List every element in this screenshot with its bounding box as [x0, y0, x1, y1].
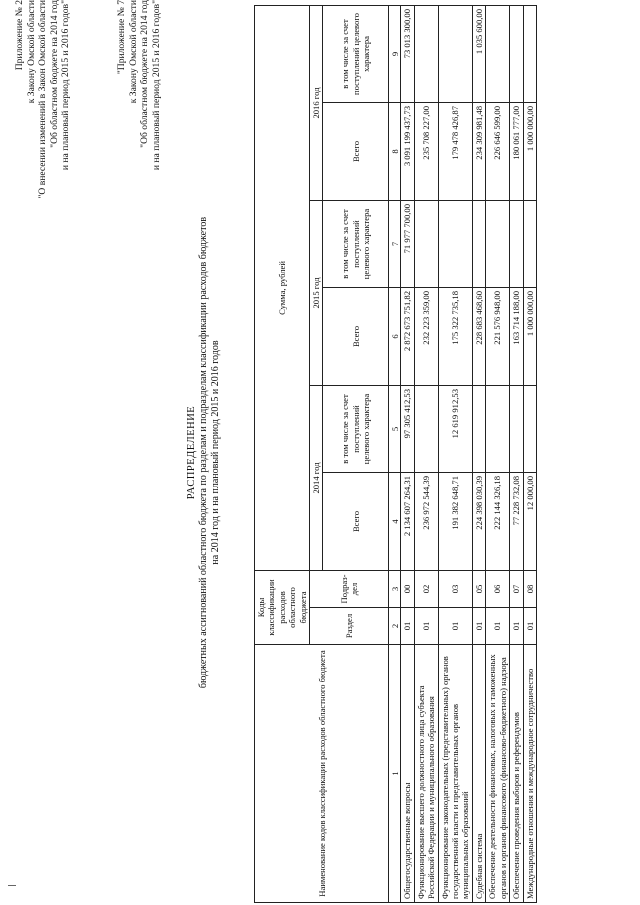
- row-targeted-2015: 71 977 700,00: [401, 201, 414, 288]
- appendix-2-line-2: к Закону Омской области: [25, 0, 37, 104]
- appendix-2-line-5: и на плановый период 2015 и 2016 годов": [60, 0, 72, 171]
- appendix-7-line-3: "Об областном бюджете на 2014 год: [139, 0, 151, 148]
- title-line-2: бюджетных ассигнований областного бюджета по разделам и подразделам классификации расходов бюджетов: [198, 216, 209, 689]
- row-name: Функционирование законодательных (представительных) органов государственной власти и представительных органов муниципальных образований: [438, 645, 472, 903]
- row-targeted-2014: [510, 386, 523, 473]
- appendix-7-header: [116, 0, 162, 420]
- row-targeted-2014: 97 305 412,53: [401, 386, 414, 473]
- header-section: Раздел: [310, 608, 389, 645]
- row-name: Судебная система: [472, 645, 485, 903]
- appendix-7-line-2: к Закону Омской области: [127, 0, 139, 104]
- header-targeted-2015: в том числе за счет поступлений целевого характера: [323, 201, 389, 288]
- header-year-2015: 2015 год: [310, 201, 323, 386]
- table-row: [414, 5, 438, 902]
- row-targeted-2016: [414, 5, 438, 102]
- table-row: [438, 5, 472, 902]
- header-codes: Коды классификации расходов областного бюджета: [255, 571, 310, 645]
- row-subsection: 05: [472, 571, 485, 608]
- header-name: Наименование кодов классификации расходов областного бюджета: [255, 645, 389, 903]
- header-targeted-2016: в том числе за счет поступлений целевого характера: [323, 5, 389, 102]
- row-total-2014: 191 382 648,71: [438, 473, 472, 571]
- row-subsection: 07: [510, 571, 523, 608]
- row-total-2014: 12 000,00: [523, 473, 536, 571]
- row-section: 01: [438, 608, 472, 645]
- row-total-2014: 224 398 030,39: [472, 473, 485, 571]
- row-section: 01: [510, 608, 523, 645]
- row-targeted-2014: [472, 386, 485, 473]
- row-subsection: 06: [486, 571, 510, 608]
- row-total-2015: 2 872 673 751,82: [401, 288, 414, 386]
- appendix-7-line-1: "Приложение № 7: [116, 0, 127, 75]
- row-name: Общегосударственные вопросы: [401, 645, 414, 903]
- row-targeted-2014: [414, 386, 438, 473]
- index-cell: 4: [389, 473, 401, 571]
- row-total-2016: 179 478 426,87: [438, 103, 472, 201]
- row-targeted-2015: [523, 201, 536, 288]
- row-subsection: 08: [523, 571, 536, 608]
- row-targeted-2016: 73 013 300,00: [401, 5, 414, 102]
- row-targeted-2015: [414, 201, 438, 288]
- row-total-2016: 226 646 599,00: [486, 103, 510, 201]
- row-total-2015: 175 322 735,18: [438, 288, 472, 386]
- table-row: [401, 5, 414, 902]
- document-title: [186, 0, 222, 905]
- row-name: Функционирование высшего должностного лица субъекта Российской Федерации и муниципального образования: [414, 645, 438, 903]
- row-targeted-2015: [510, 201, 523, 288]
- index-cell: 2: [389, 608, 401, 645]
- scan-artifact-mark: [8, 885, 16, 886]
- row-section: 01: [401, 608, 414, 645]
- index-cell: 5: [389, 386, 401, 473]
- row-section: 01: [414, 608, 438, 645]
- row-total-2015: 1 000 000,00: [523, 288, 536, 386]
- appendix-2-header: [14, 0, 72, 420]
- header-year-2014: 2014 год: [310, 386, 323, 571]
- row-targeted-2016: 1 035 600,00: [472, 5, 485, 102]
- header-total-2014: Всего: [323, 473, 389, 571]
- index-cell: 9: [389, 5, 401, 102]
- table-row: [472, 5, 485, 902]
- row-targeted-2014: 12 619 912,53: [438, 386, 472, 473]
- header-sum: Сумма, рублей: [255, 5, 310, 570]
- appendix-7-line-4: и на плановый период 2015 и 2016 годов": [150, 0, 162, 171]
- row-total-2015: 163 714 188,00: [510, 288, 523, 386]
- row-total-2016: 234 309 981,48: [472, 103, 485, 201]
- row-targeted-2016: [510, 5, 523, 102]
- row-total-2016: 235 708 227,00: [414, 103, 438, 201]
- row-total-2014: 2 134 607 264,31: [401, 473, 414, 571]
- appendix-2-line-3: "О внесении изменений в Закон Омской области: [37, 0, 49, 199]
- row-section: 01: [486, 608, 510, 645]
- index-cell: 7: [389, 201, 401, 288]
- table-row: [523, 5, 536, 902]
- row-targeted-2016: [438, 5, 472, 102]
- row-total-2015: 221 576 948,00: [486, 288, 510, 386]
- row-targeted-2016: [523, 5, 536, 102]
- row-section: 01: [523, 608, 536, 645]
- row-targeted-2016: [486, 5, 510, 102]
- row-subsection: 02: [414, 571, 438, 608]
- row-targeted-2015: [438, 201, 472, 288]
- row-name: Обеспечение деятельности финансовых, налоговых и таможенных органов и органов финансового (финансово-бюджетного) надзора: [486, 645, 510, 903]
- index-cell: 1: [389, 645, 401, 903]
- row-total-2014: 77 228 732,08: [510, 473, 523, 571]
- row-targeted-2015: [472, 201, 485, 288]
- index-cell: 6: [389, 288, 401, 386]
- row-targeted-2015: [486, 201, 510, 288]
- header-targeted-2014: в том числе за счет поступлений целевого характера: [323, 386, 389, 473]
- table-row: [486, 5, 510, 902]
- index-cell: 8: [389, 103, 401, 201]
- header-subsection: Подраз-дел: [310, 571, 389, 608]
- row-total-2015: 228 683 468,60: [472, 288, 485, 386]
- row-subsection: 00: [401, 571, 414, 608]
- row-targeted-2014: [523, 386, 536, 473]
- row-name: Обеспечение проведения выборов и референдумов: [510, 645, 523, 903]
- header-total-2016: Всего: [323, 103, 389, 201]
- header-year-2016: 2016 год: [310, 5, 323, 200]
- row-targeted-2014: [486, 386, 510, 473]
- row-total-2014: 236 972 544,39: [414, 473, 438, 571]
- row-total-2015: 232 223 359,00: [414, 288, 438, 386]
- row-total-2014: 222 144 326,18: [486, 473, 510, 571]
- table-row: [510, 5, 523, 902]
- row-section: 01: [472, 608, 485, 645]
- budget-allocation-table: [254, 5, 537, 903]
- title-line-3: на 2014 год и на плановый период 2015 и 2016 годов: [210, 340, 221, 565]
- title-line-1: РАСПРЕДЕЛЕНИЕ: [186, 405, 197, 500]
- row-name: Международные отношения и международное сотрудничество: [523, 645, 536, 903]
- appendix-2-line-1: Приложение № 2: [14, 0, 25, 71]
- row-total-2016: 3 091 199 437,73: [401, 103, 414, 201]
- index-cell: 3: [389, 571, 401, 608]
- row-total-2016: 1 000 000,00: [523, 103, 536, 201]
- header-total-2015: Всего: [323, 288, 389, 386]
- row-total-2016: 180 061 777,00: [510, 103, 523, 201]
- column-index-row: [389, 5, 401, 902]
- row-subsection: 03: [438, 571, 472, 608]
- appendix-2-line-4: "Об областном бюджете на 2014 год: [48, 0, 60, 148]
